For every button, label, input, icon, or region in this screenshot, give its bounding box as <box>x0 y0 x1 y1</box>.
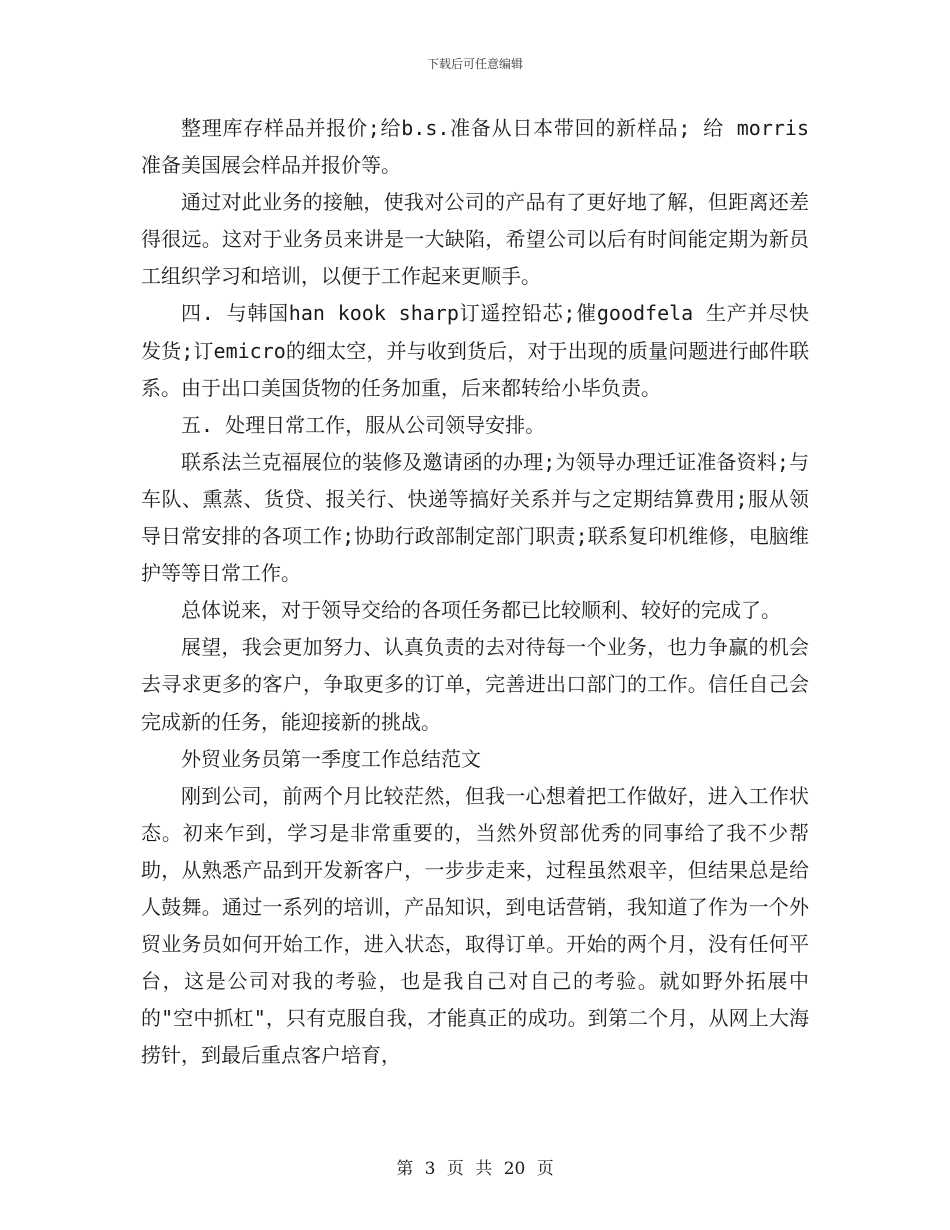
document-body <box>141 110 809 1074</box>
page-header: 下载后可任意编辑 <box>426 57 523 71</box>
paragraph: 五. 处理日常工作，服从公司领导安排。 <box>181 412 546 437</box>
paragraph: 刚到公司，前两个月比较茫然，但我一心想着把工作做好，进入工作状态。初来乍到，学习是非常重要的，当然外贸部优秀的同事给了我不少帮助，从熟悉产品到开发新客户，一步步走来，过程虽然艰辛，但结果总是给人鼓舞。通过一系列的培训，产品知识，到电话营销，我知道了作为一个外贸业务员如何开始工作，进入状态，取得订单。开始的两个月，没有任何平台，这是公司对我的考验，也是我自己对自己的考验。就如野外拓展中的"空中抓杠"，只有克服自我，才能真正的成功。到第二个月，从网上大海捞针，到最后重点客户培育， <box>141 783 809 1068</box>
paragraph: 总体说来，对于领导交给的各项任务都已比较顺利、较好的完成了。 <box>181 598 781 623</box>
paragraph: 联系法兰克福展位的装修及邀请函的办理;为领导办理迁证准备资料;与车队、熏蒸、货贷、报关行、快递等搞好关系并与之定期结算费用;服从领导日常安排的各项工作;协助行政部制定部门职责;联系复印机维修，电脑维护等等日常工作。 <box>141 449 809 586</box>
paragraph: 通过对此业务的接触，使我对公司的产品有了更好地了解，但距离还差得很远。这对于业务员来讲是一大缺陷，希望公司以后有时间能定期为新员工组织学习和培训，以便于工作起来更顺手。 <box>141 190 809 289</box>
paragraph: 展望，我会更加努力、认真负责的去对待每一个业务，也力争赢的机会去寻求更多的客户，争取更多的订单，完善进出口部门的工作。信任自己会完成新的任务，能迎接新的挑战。 <box>141 635 809 734</box>
paragraph: 整理库存样品并报价;给b.s.准备从日本带回的新样品; 给 morris 准备美国展会样品并报价等。 <box>141 116 809 178</box>
section-title: 外贸业务员第一季度工作总结范文 <box>181 746 481 771</box>
paragraph: 四. 与韩国han kook sharp订遥控铅芯;催goodfela 生产并尽快发货;订emicro的细太空，并与收到货后，对于出现的质量问题进行邮件联系。由于出口美国货物的任务加重，后来都转给小毕负责。 <box>141 301 809 400</box>
page-number: 第 3 页 共 20 页 <box>396 1159 554 1179</box>
